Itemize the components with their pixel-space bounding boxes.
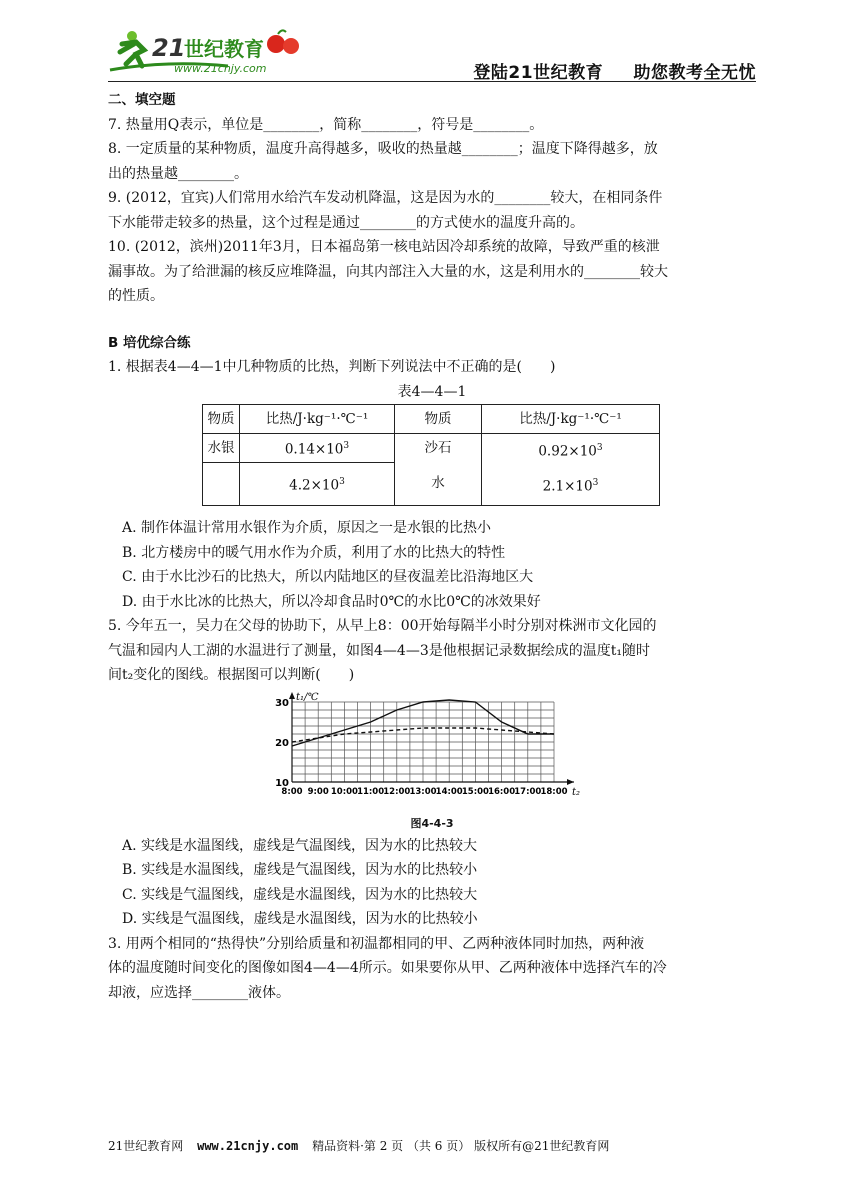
table-header-cell: 比热/J·kg⁻¹·℃⁻¹ bbox=[482, 405, 660, 434]
table-cell: $0.92\times 10^3$ $2.1\times 10^3$ bbox=[482, 434, 660, 506]
apple-icon bbox=[267, 30, 299, 54]
x-tick-label: 13:00 bbox=[409, 786, 437, 797]
x-tick-label: 9:00 bbox=[307, 786, 329, 797]
svg-text:www.21cnjy.com: www.21cnjy.com bbox=[174, 62, 267, 75]
y-tick-label: 30 bbox=[275, 697, 289, 709]
q5-option-b: B. 实线是水温图线，虚线是气温图线，因为水的比热较小 bbox=[122, 862, 478, 878]
question-9-line2: 下水能带走较多的热量，这个过程是通过________的方式使水的温度升高的。 bbox=[108, 214, 584, 231]
y-axis-arrow bbox=[289, 692, 295, 699]
x-tick-label: 15:00 bbox=[461, 786, 489, 797]
table-caption: 表4—4—1 bbox=[397, 383, 467, 400]
y-tick-label: 20 bbox=[275, 737, 289, 749]
table-header-row bbox=[203, 405, 660, 434]
header-slogan bbox=[449, 58, 756, 83]
table-header-cell: 比热/J·kg⁻¹·℃⁻¹ bbox=[240, 405, 395, 434]
svg-text:21: 21 bbox=[152, 34, 186, 62]
q5-option-d: D. 实线是气温图线，虚线是水温图线，因为水的比热较小 bbox=[122, 911, 478, 927]
footer-site: 21世纪教育网 bbox=[108, 1139, 184, 1153]
slogan-right: 助您教考全无忧 bbox=[633, 63, 756, 83]
x-tick-label: 16:00 bbox=[488, 786, 516, 797]
svg-text:世纪教育: 世纪教育 bbox=[184, 37, 264, 61]
x-tick-label: 10:00 bbox=[330, 786, 358, 797]
x-tick-label: 11:00 bbox=[357, 786, 385, 797]
figure-caption: 图4-4-3 bbox=[410, 816, 454, 830]
section-title-fill-blank: 二、填空题 bbox=[108, 92, 176, 108]
footer-url: www.21cnjy.com bbox=[197, 1139, 299, 1153]
q1-option-c: C. 由于水比沙石的比热大，所以内陆地区的昼夜温差比沿海地区大 bbox=[122, 569, 534, 585]
x-tick-label: 14:00 bbox=[435, 786, 463, 797]
header-divider bbox=[108, 81, 756, 82]
table-cell: $4.2\times 10^3$ bbox=[240, 463, 395, 506]
table-cell: 水银 bbox=[203, 434, 240, 463]
x-axis-arrow bbox=[567, 779, 574, 785]
specific-heat-table bbox=[202, 404, 660, 506]
question-8-line1: 8. 一定质量的某种物质，温度升高得越多，吸收的热量越________；温度下降得越多，放 bbox=[108, 141, 658, 157]
y-tick-label: 10 bbox=[275, 777, 289, 789]
slogan-left: 登陆21世纪教育 bbox=[473, 63, 604, 83]
q5-option-a: A. 实线是水温图线，虚线是气温图线，因为水的比热较大 bbox=[122, 837, 478, 854]
question-9-line1: 9. (2012，宜宾)人们常用水给汽车发动机降温，这是因为水的________较大，在相同条件 bbox=[108, 190, 663, 206]
table-header-cell: 物质 bbox=[203, 405, 240, 434]
x-tick-label: 18:00 bbox=[540, 786, 568, 797]
table-cell: $0.14\times 10^3$ bbox=[240, 434, 395, 463]
table-cell bbox=[203, 463, 240, 506]
q1-option-a: A. 制作体温计常用水银作为介质，原因之一是水银的比热小 bbox=[122, 520, 492, 536]
table-cell: 沙石 水 bbox=[395, 434, 482, 506]
x-tick-label: 12:00 bbox=[383, 786, 411, 797]
question-5-line3: 间t₂变化的图线。根据图可以判断( ) bbox=[108, 667, 355, 683]
question-1-stem: 1. 根据表4—4—1中几种物质的比热，判断下列说法中不正确的是( ) bbox=[108, 359, 556, 375]
x-tick-label: 8:00 bbox=[281, 786, 303, 797]
temperature-chart bbox=[268, 690, 588, 830]
question-5-line2: 气温和园内人工湖的水温进行了测量，如图4—4—3是他根据记录数据绘成的温度t₁随时 bbox=[108, 642, 650, 659]
x-axis-label: t₂ bbox=[572, 786, 581, 798]
x-tick-label: 17:00 bbox=[514, 786, 542, 797]
question-7: 7. 热量用Q表示，单位是________，简称________，符号是________。 bbox=[108, 116, 544, 133]
section-title-advanced: B 培优综合练 bbox=[108, 334, 191, 351]
question-10-line1: 10. (2012，滨州)2011年3月，日本福岛第一核电站因冷却系统的故障，导致严重的核泄 bbox=[108, 239, 660, 255]
question-10-line3: 的性质。 bbox=[108, 288, 164, 304]
page-header bbox=[108, 20, 756, 82]
table-header-cell: 物质 bbox=[395, 405, 482, 434]
q5-option-c: C. 实线是气温图线，虚线是水温图线，因为水的比热较大 bbox=[122, 886, 478, 903]
question-5-line1: 5. 今年五一，吴力在父母的协助下，从早上8：00开始每隔半小时分别对株洲市文化园的 bbox=[108, 618, 657, 634]
y-axis-label: t₁/℃ bbox=[296, 691, 319, 703]
question-10-line2: 漏事故。为了给泄漏的核反应堆降温，向其内部注入大量的水，这是利用水的________较大 bbox=[108, 263, 668, 280]
page-footer bbox=[108, 1137, 756, 1154]
footer-page-info: 精品资料·第 2 页 （共 6 页） 版权所有@21世纪教育网 bbox=[312, 1139, 610, 1153]
site-logo bbox=[108, 26, 308, 78]
question-3-line1: 3. 用两个相同的“热得快”分别给质量和初温都相同的甲、乙两种液体同时加热，两种液 bbox=[108, 935, 645, 952]
temperature-chart-svg bbox=[268, 690, 588, 808]
question-3-line3: 却液，应选择________液体。 bbox=[108, 984, 290, 1001]
q1-option-d: D. 由于水比冰的比热大，所以冷却食品时0℃的水比0℃的冰效果好 bbox=[122, 593, 541, 610]
q1-option-b: B. 北方楼房中的暖气用水作为介质，利用了水的比热大的特性 bbox=[122, 544, 506, 561]
question-3-line2: 体的温度随时间变化的图像如图4—4—4所示。如果要你从甲、乙两种液体中选择汽车的冷 bbox=[108, 960, 667, 976]
question-8-line2: 出的热量越________。 bbox=[108, 165, 248, 182]
page-content bbox=[108, 88, 756, 1005]
table-row bbox=[203, 434, 660, 463]
